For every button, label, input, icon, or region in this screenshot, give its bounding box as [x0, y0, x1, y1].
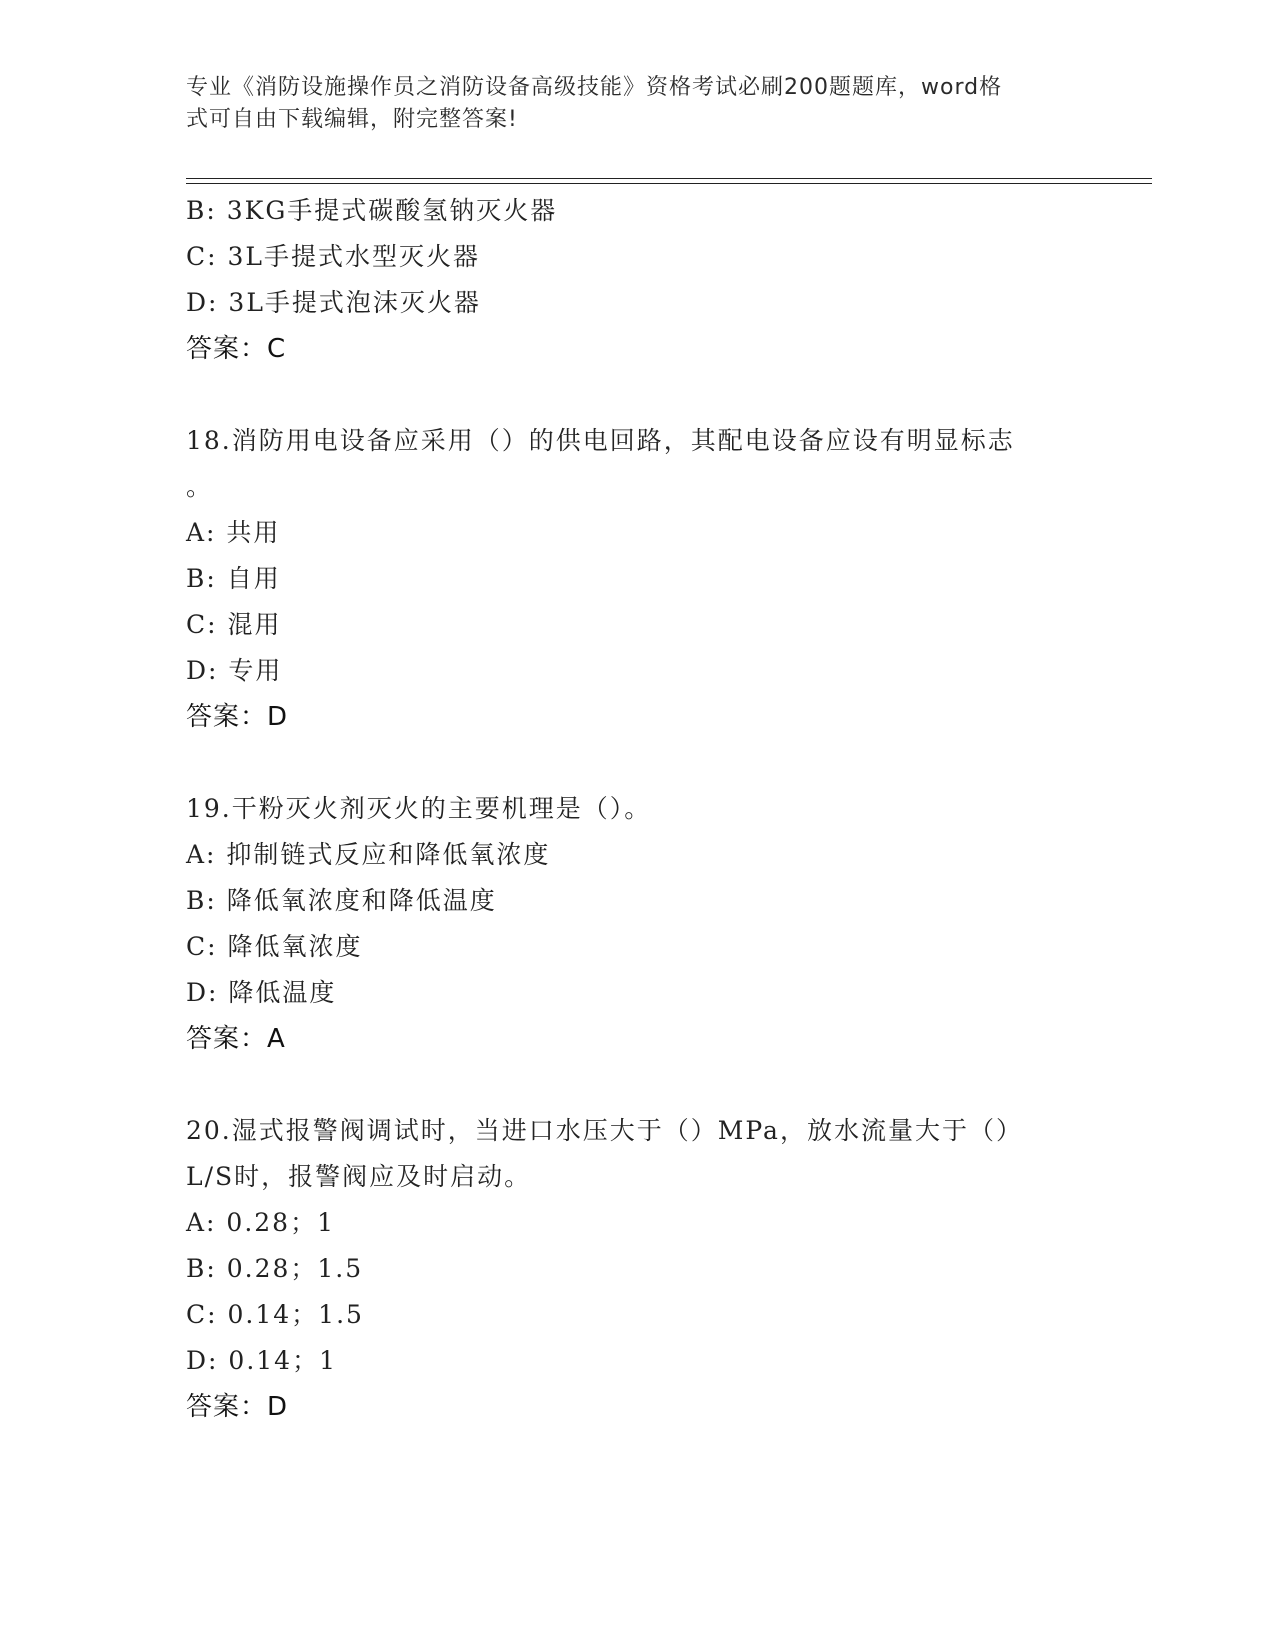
- question-19: [186, 786, 1086, 1062]
- spacer: [186, 1062, 1086, 1108]
- question-stem: 18.消防用电设备应采用（）的供电回路，其配电设备应设有明显标志: [186, 426, 1015, 455]
- answer: 答案：D: [186, 702, 289, 732]
- question-stem: 20.湿式报警阀调试时，当进口水压大于（）MPa，放水流量大于（）: [186, 1116, 1023, 1145]
- option-b: B: 自用: [186, 564, 281, 593]
- document-header: [186, 72, 1066, 136]
- option-d: D: 专用: [186, 656, 283, 685]
- question-18: [186, 418, 1086, 740]
- option-b: B: 3KG手提式碳酸氢钠灭火器: [186, 196, 558, 225]
- option-d: D: 降低温度: [186, 978, 337, 1007]
- option-b: B: 降低氧浓度和降低温度: [186, 886, 497, 915]
- header-divider-top: [186, 178, 1152, 179]
- option-a: A: 共用: [186, 518, 281, 547]
- option-d: D: 3L手提式泡沫灭火器: [186, 288, 481, 317]
- spacer: [186, 372, 1086, 418]
- question-stem: 19.干粉灭火剂灭火的主要机理是（）。: [186, 794, 652, 823]
- option-a: A: 0.28；1: [186, 1208, 335, 1237]
- answer: 答案：A: [186, 1024, 286, 1054]
- header-line-2: 式可自由下载编辑，附完整答案!: [186, 107, 518, 132]
- header-divider-bottom: [186, 183, 1152, 184]
- header-line-1: 专业《消防设施操作员之消防设备高级技能》资格考试必刷200题题库，word格: [186, 75, 1003, 100]
- question-stem-continued: 。: [186, 472, 214, 501]
- answer: 答案：C: [186, 334, 287, 364]
- question-20: [186, 1108, 1086, 1430]
- question-17-tail: [186, 188, 1086, 372]
- option-c: C: 3L手提式水型灭火器: [186, 242, 481, 271]
- option-c: C: 0.14；1.5: [186, 1300, 364, 1329]
- option-a: A: 抑制链式反应和降低氧浓度: [186, 840, 551, 869]
- option-c: C: 混用: [186, 610, 282, 639]
- option-b: B: 0.28；1.5: [186, 1254, 364, 1283]
- option-c: C: 降低氧浓度: [186, 932, 363, 961]
- question-stem-continued: L/S时，报警阀应及时启动。: [186, 1162, 532, 1191]
- option-d: D: 0.14；1: [186, 1346, 337, 1375]
- question-list: [186, 188, 1086, 1430]
- spacer: [186, 740, 1086, 786]
- answer: 答案：D: [186, 1392, 289, 1422]
